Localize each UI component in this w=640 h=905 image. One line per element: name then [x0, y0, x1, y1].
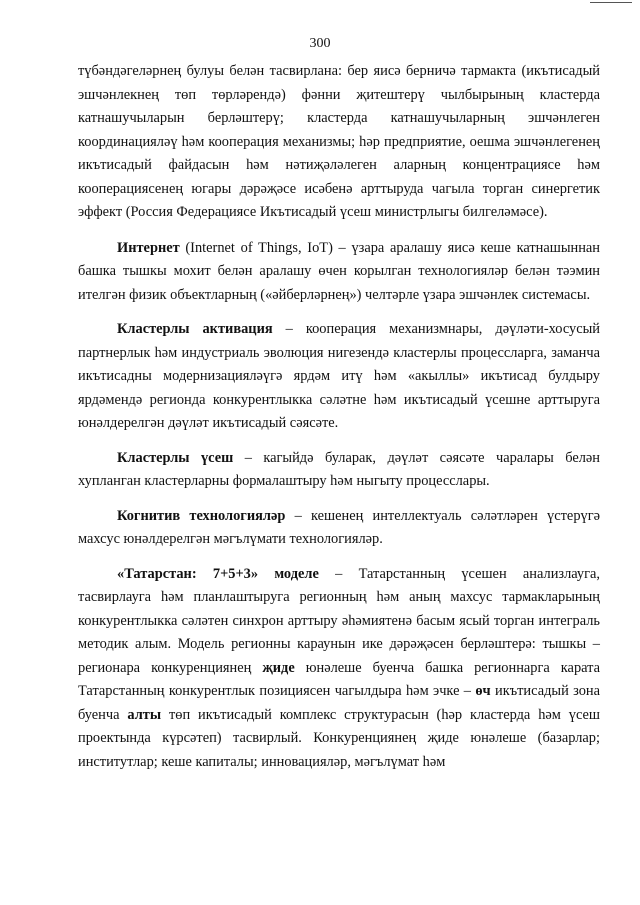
definition-cognitive-tech: – кешенең интеллектуаль сәләтләрен үстерүгә махсус юнәлдерелгән мәгълүмати технологияләр.	[78, 507, 600, 547]
corner-mark	[590, 2, 632, 3]
term-cluster-activation: Кластерлы активация	[117, 321, 273, 337]
emphasis-seven: җиде	[262, 659, 295, 676]
paragraph-tatarstan-model	[78, 563, 600, 775]
paragraph-cluster-activation	[78, 318, 600, 436]
document-body	[78, 60, 600, 785]
paragraph-cluster-definition: түбәндәгеләрнең булуы белән тасвирлана: бер яисә берничә тармакта (икътисадый эшчәнлекнең төп төрләрендә) фәнни җитештерү чылбырының кластерда катнашучыларын берләштерү; кластерда катнашучыларның эшчәнлеген координацияләү һәм кооперация механизмы; һәр предприятие, оешма эшчәнлегенең икътисадый файдасын һәм нәтиҗәләлеген аларның концентрациясе һәм кооперациясенең югары дәрәҗәсе исәбенә арттыруда чагыла торган синергетик эффект (Россия Федерациясе Икътисадый үсеш министрлыгы билгеләмәсе).	[78, 63, 600, 220]
paragraph-cluster-growth	[78, 447, 600, 494]
page-number: 300	[309, 36, 331, 51]
term-cluster-growth: Кластерлы үсеш	[117, 449, 234, 466]
definition-part-2: юнәлеше буенча башка регионнарга карата Татарстанның конкурентлык позициясен чагылдыра һәм эчке –	[78, 659, 601, 699]
definition-cluster-growth: – кагыйдә буларак, дәүләт сәясәте чаралары белән хупланган кластерларны формалаштыру һәм ныгыту процесслары.	[78, 449, 600, 489]
emphasis-six: алты	[127, 706, 162, 723]
definition-part-4: төп икътисадый комплекс структурасын (һәр кластерда һәм үсеш проектында күрсәтеп) тасвирлый. Конкуренциянең җиде юнәлеше (базарлар; институтлар; кеше капиталы; инновацияләр, мәгълүмат һәм	[78, 706, 601, 770]
definition-part-3: икътисадый зона буенча	[78, 683, 600, 723]
term-cognitive-tech: Когнитив технологияләр	[117, 507, 286, 524]
definition-internet: (Internet of Things, IoT) – үзара аралашу яисә кеше катнашыннан башка тышкы мохит белән аралашу өчен корылган технологияләр белән тәэмин ителгән физик объектларның («әйберләрнең») челтәрле үзара эшчәнлек системасы.	[78, 239, 600, 303]
paragraph-internet	[78, 237, 600, 308]
term-internet: Интернет	[117, 239, 180, 256]
definition-cluster-activation: – кооперация механизмнары, дәүләти-хосусый партнерлык һәм индустриаль эволюция нигезендә кластерлы процессларга, заманча икътисадны модернизацияләүгә ярдәм итү һәм «акыллы» икътисад булдыру ярдәмендә регионда конкурентлыкка сәләтне һәм икътисадый үсешне арттыруга юнәлдерелгән дәүләт икътисадый сәясәте.	[78, 321, 600, 431]
paragraph-cognitive-tech	[78, 505, 600, 552]
definition-part-1: – Татарстанның үсешен анализлауга, тасвирлауга һәм планлаштыруга регионның һәм аның махсус тармакларының конкурентлыкка сәләтен синхрон арттыру әһәмиятенә басым ясый торган интеграль методик алым. Модель регионны караунын ике дәрәҗәсен берләштерә: тышкы – регионара конкуренциянең	[78, 565, 600, 676]
emphasis-three: өч	[475, 683, 491, 699]
term-tatarstan-model: «Татарстан: 7+5+3» моделе	[117, 565, 319, 582]
